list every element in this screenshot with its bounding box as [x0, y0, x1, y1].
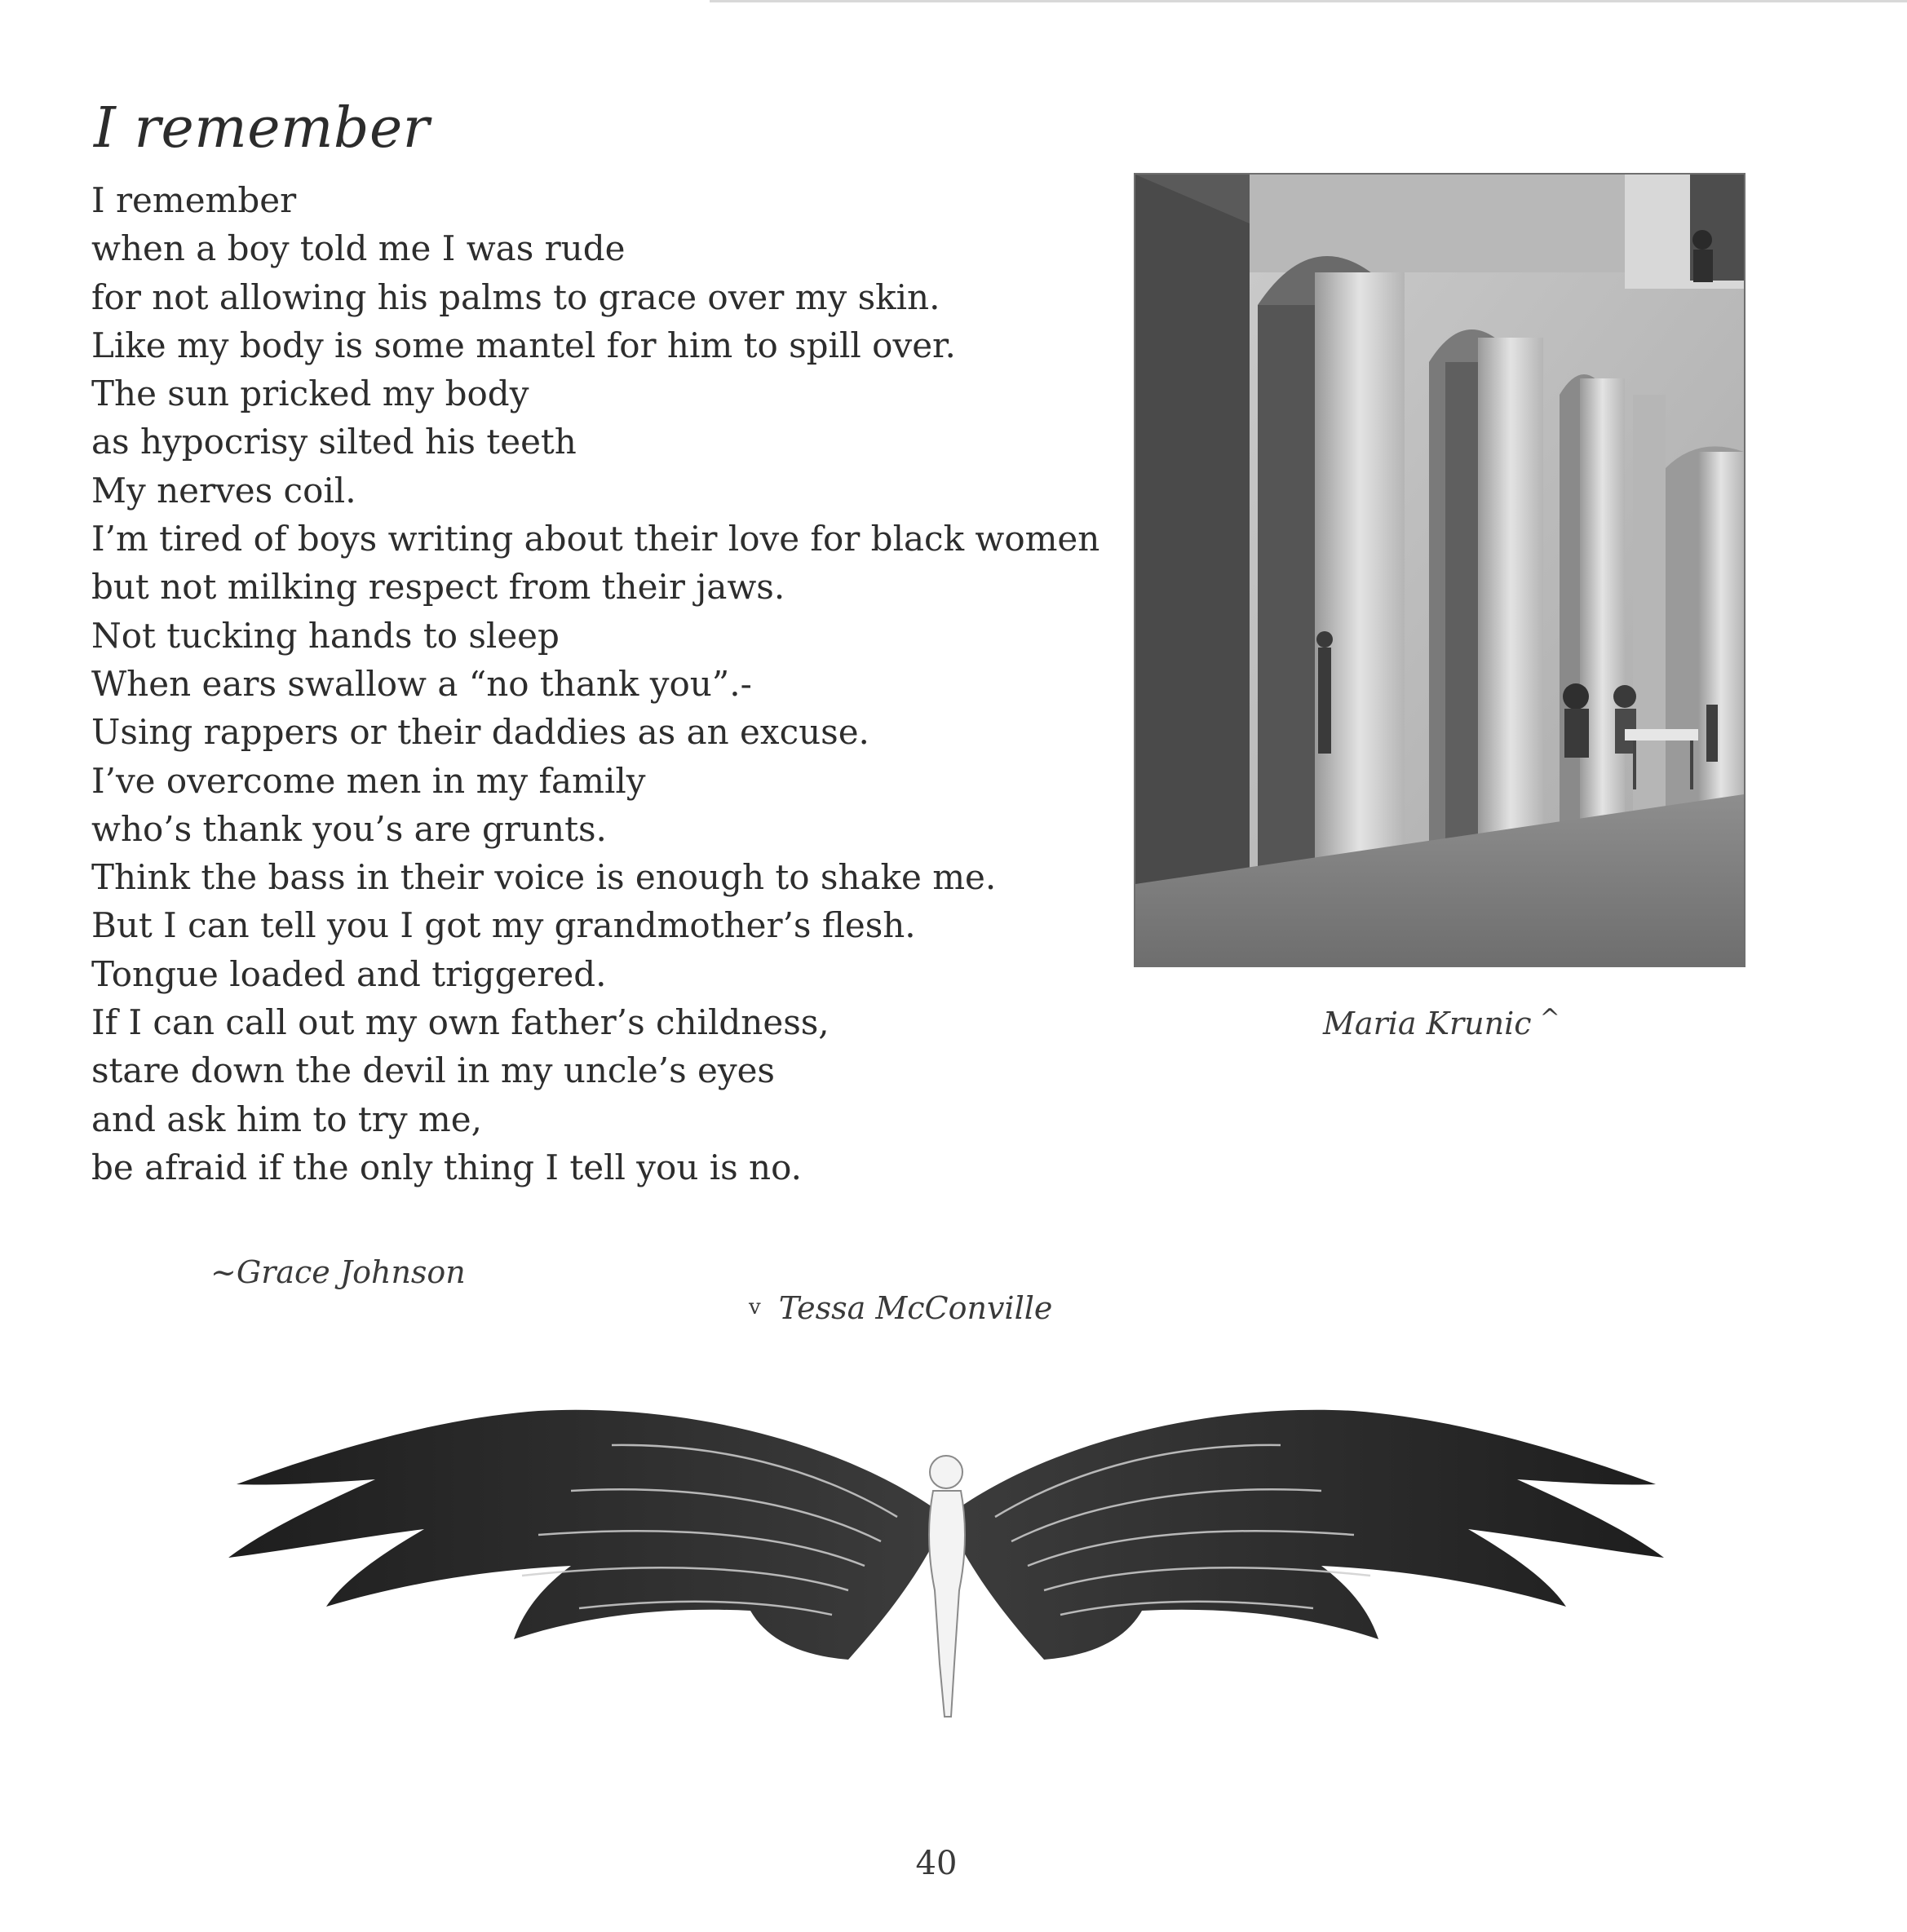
poem-line: when a boy told me I was rude — [91, 228, 626, 269]
photo-caret: ^ — [1539, 1004, 1560, 1032]
poem-line: be afraid if the only thing I tell you is no. — [91, 1147, 803, 1187]
artwork-credit-name: Tessa McConville — [778, 1290, 1053, 1326]
page-number: 40 — [915, 1845, 958, 1882]
poem-line: Like my body is some mantel for him to spill over. — [91, 325, 956, 365]
poem-line: Think the bass in their voice is enough to shake me. — [91, 857, 997, 898]
poem-line: But I can tell you I got my grandmother’s flesh. — [91, 905, 916, 946]
poem-line: When ears swallow a “no thank you”.- — [91, 663, 752, 704]
poem-line: I remember — [91, 180, 297, 220]
poem-line: My nerves coil. — [91, 470, 356, 511]
page-top-edge — [710, 0, 1907, 2]
arcade-photo — [1135, 175, 1744, 966]
poem-line: stare down the devil in my uncle’s eyes — [91, 1050, 775, 1091]
figure — [929, 1456, 965, 1717]
poem-line: who’s thank you’s are grunts. — [91, 808, 607, 849]
arcade-photo-image — [1135, 175, 1744, 966]
poem-title: I remember — [94, 96, 430, 161]
poem-line: but not milking respect from their jaws. — [91, 567, 785, 608]
poem-line: I’ve overcome men in my family — [91, 760, 646, 801]
poem-line: as hypocrisy silted his teeth — [91, 422, 577, 462]
poem-line: Using rappers or their daddies as an excuse. — [91, 712, 869, 753]
poem-line: and ask him to try me, — [91, 1099, 482, 1139]
right-wing — [946, 1410, 1664, 1660]
artwork-caret: v — [749, 1295, 761, 1320]
poem-line: The sun pricked my body — [91, 374, 529, 414]
winged-figure-illustration — [228, 1395, 1664, 1745]
poem-line: Tongue loaded and triggered. — [91, 953, 607, 994]
poem-line: Not tucking hands to sleep — [91, 615, 560, 656]
left-wing — [228, 1410, 946, 1660]
poem-body — [91, 176, 1111, 1191]
poem-author: ~Grace Johnson — [210, 1254, 466, 1290]
poem-line: I’m tired of boys writing about their love for black women — [91, 519, 1100, 559]
photo-credit-name: Maria Krunic — [1323, 1006, 1532, 1041]
artwork-credit — [749, 1290, 1052, 1326]
poem-line: If I can call out my own father’s childness, — [91, 1002, 830, 1043]
photo-credit — [1323, 1006, 1560, 1041]
winged-figure-drawing — [228, 1395, 1664, 1745]
poem-line: for not allowing his palms to grace over my skin. — [91, 276, 940, 317]
